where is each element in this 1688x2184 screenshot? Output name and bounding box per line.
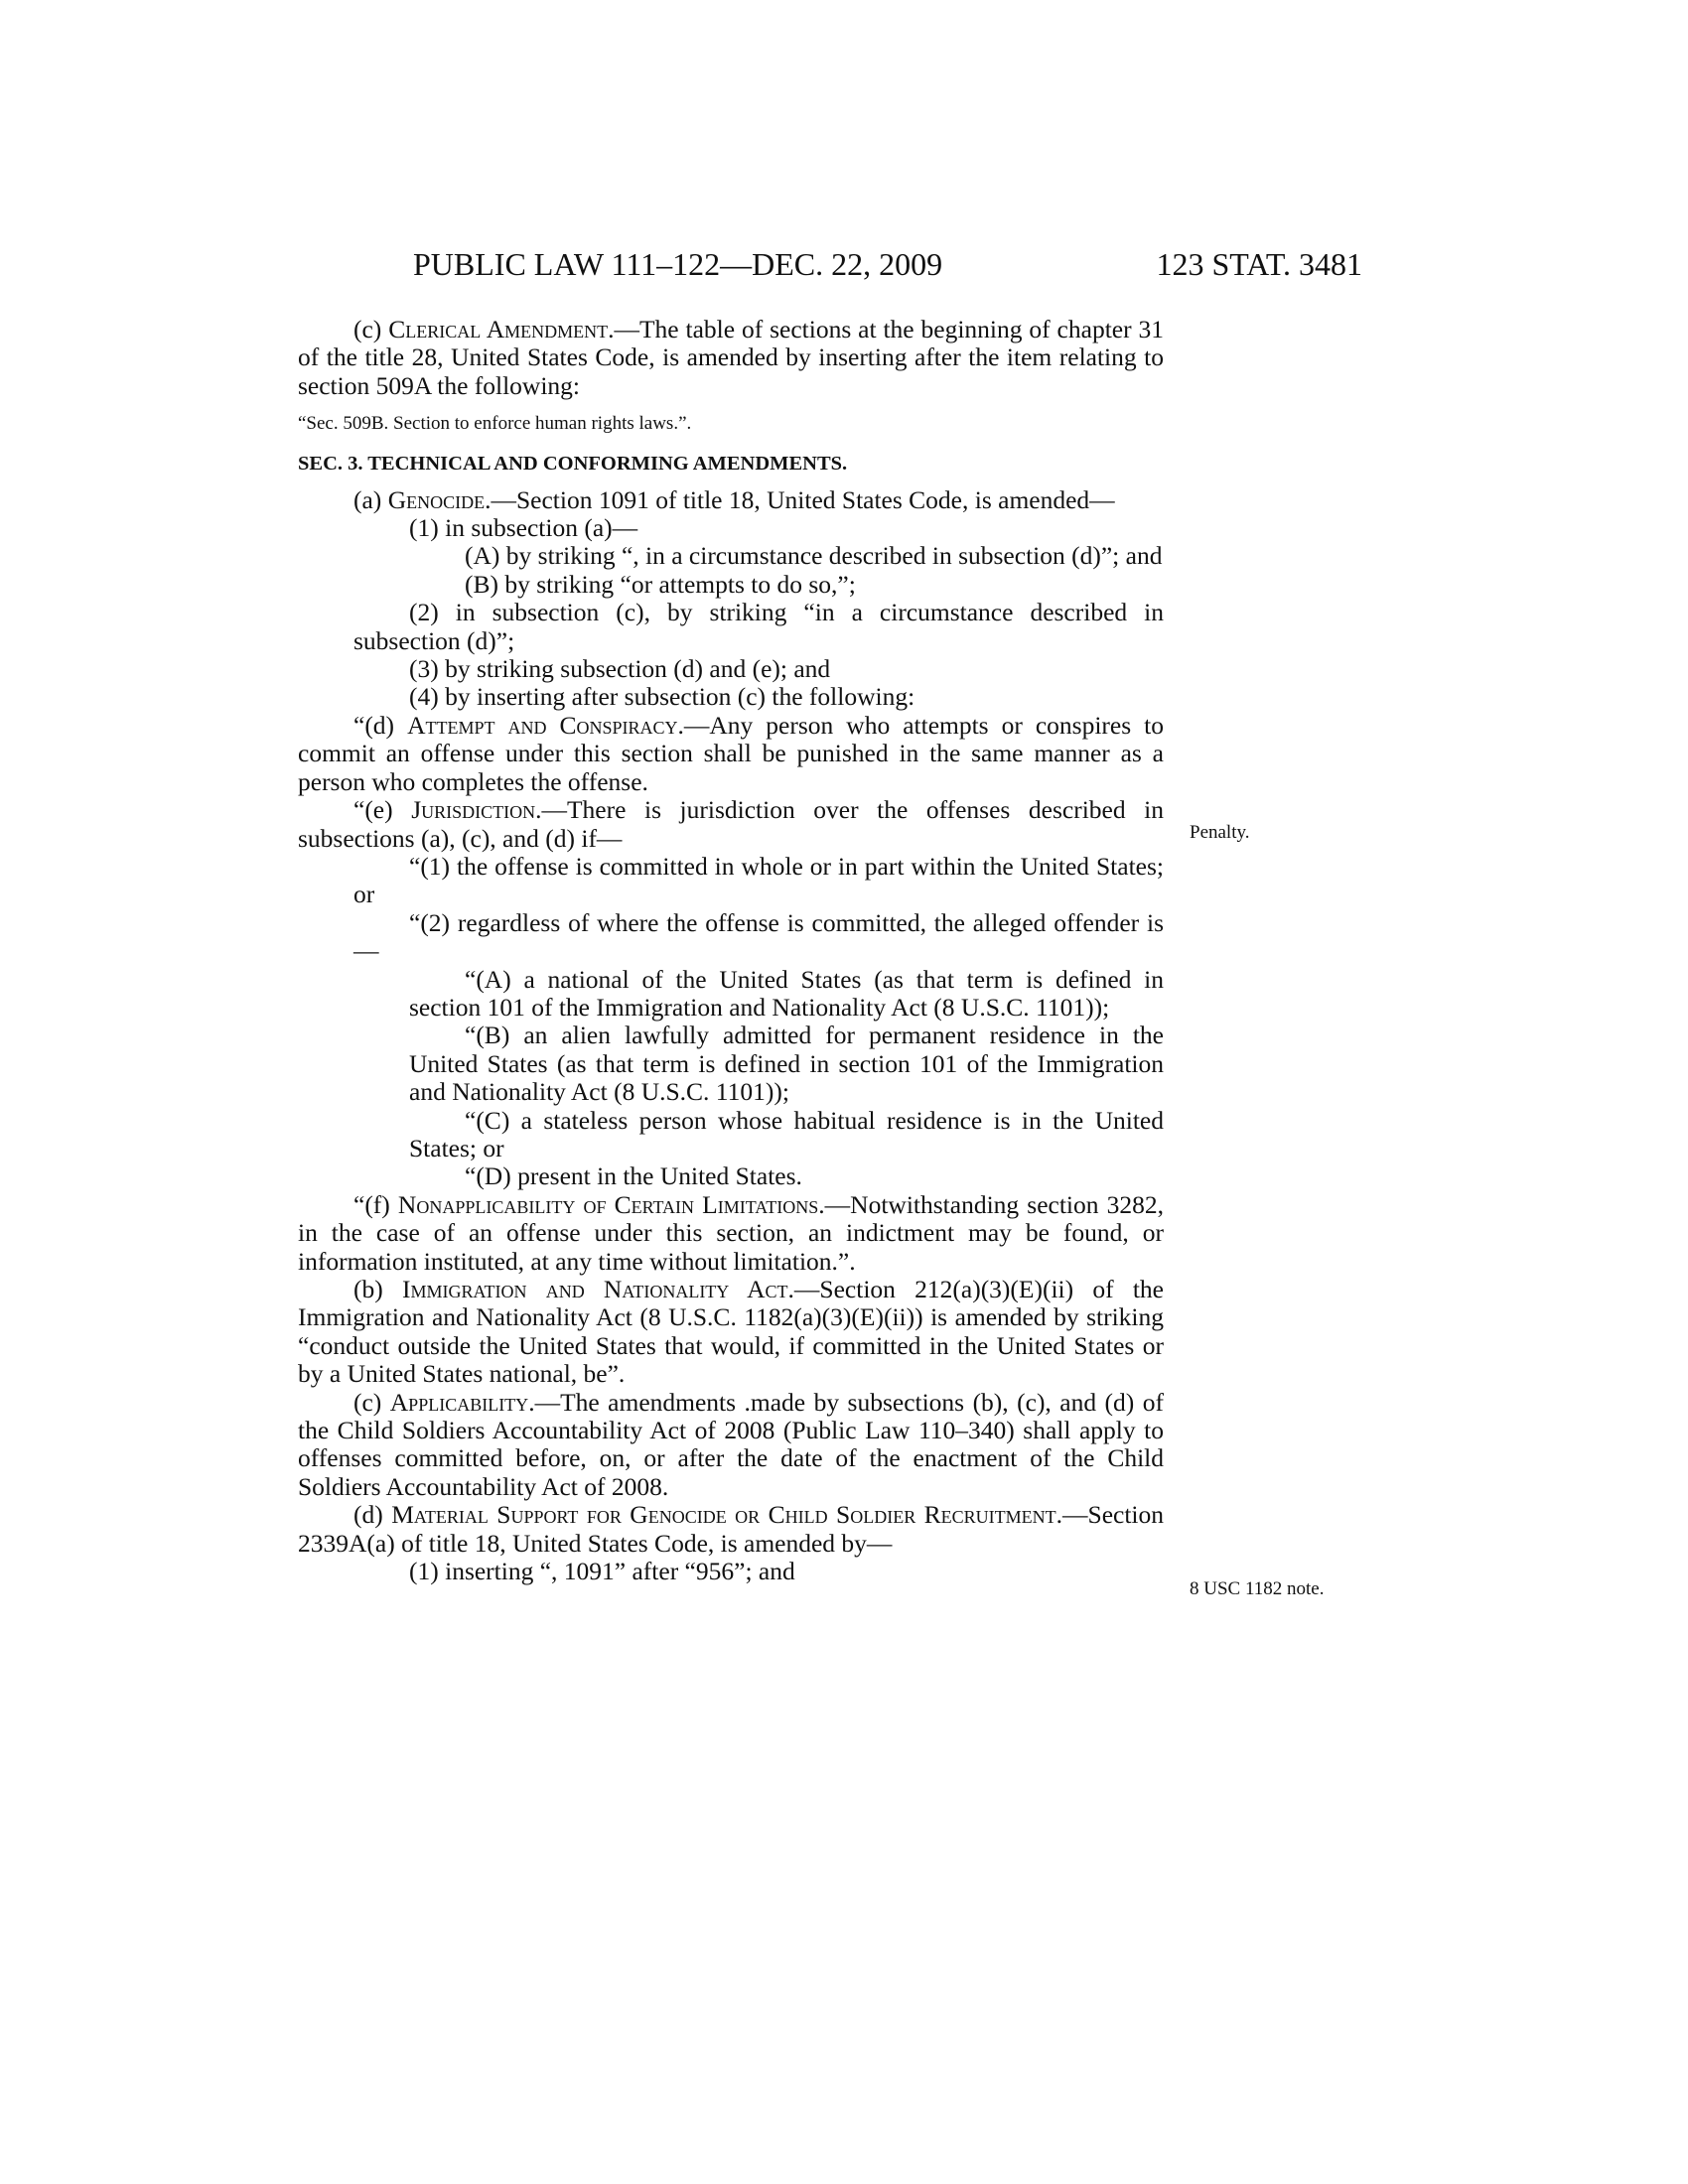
nonapplicability-paragraph: “(f) Nonapplicability of Certain Limitations.—Notwithstanding section 3282, in the case of an offense under this section, an indictment may be found, or information instituted, at any time without limitation.”. (298, 1189, 1165, 1276)
margin-note-penalty: Penalty. (1190, 822, 1250, 843)
jurisdiction-clause-a: “(A) a national of the United States (as that term is defined in section 101 of the Immigration and Nationality Act (8 U.S.C. 1101)); (409, 964, 1164, 1022)
clerical-amendment-paragraph: (c) Clerical Amendment.—The table of sections at the beginning of chapter 31 of the title 28, United States Code, is amended by inserting after the item relating to section 509A the following: (298, 315, 1164, 400)
section-heading: SEC. 3. TECHNICAL AND CONFORMING AMENDMENTS. (298, 453, 848, 476)
genocide-clause-1b: (B) by striking “or attempts to do so,”; (465, 569, 856, 599)
margin-note-usc: 8 USC 1182 note. (1190, 1578, 1325, 1599)
jurisdiction-paragraph: “(e) Jurisdiction.—There is jurisdiction over the offenses described in subsections (a), (c), and (d) if— (298, 795, 1164, 853)
page-header (298, 246, 1362, 286)
jurisdiction-clause-b: “(B) an alien lawfully admitted for permanent residence in the United States (as that term is defined in section 101 of the Immigration and Nationality Act (8 U.S.C. 1101)); (409, 1021, 1164, 1107)
jurisdiction-clause-c: “(C) a stateless person whose habitual residence is in the United States; or (409, 1105, 1164, 1162)
jurisdiction-clause-1: “(1) the offense is committed in whole or in part within the United States; or (353, 851, 1164, 909)
material-support-heading: Material Support for Genocide or Child Soldier Recruitment (391, 1500, 1056, 1530)
nonapplicability-heading: Nonapplicability of Certain Limitations (397, 1189, 819, 1219)
applicability-heading: Applicability (389, 1387, 529, 1417)
law-title: PUBLIC LAW 111–122—DEC. 22, 2009 (413, 246, 943, 282)
material-support-paragraph: (d) Material Support for Genocide or Child Soldier Recruitment.—Section 2339A(a) of title 18, United States Code, is amended by— (298, 1500, 1165, 1558)
genocide-clause-1: (1) in subsection (a)— (409, 513, 638, 543)
statute-citation: 123 STAT. 3481 (1156, 246, 1362, 282)
applicability-paragraph: (c) Applicability.—The amendments .made by subsections (b), (c), and (d) of the Child Soldiers Accountability Act of 2008 (Public Law 110–340) shall apply to offenses committed before, on, or after the date of the enactment of the Child Soldiers Accountability Act of 2008. (298, 1387, 1164, 1501)
genocide-heading: Genocide (387, 484, 486, 514)
genocide-clause-4: (4) by inserting after subsection (c) the following: (409, 682, 915, 712)
attempt-conspiracy-paragraph: “(d) Attempt and Conspiracy.—Any person who attempts or conspires to commit an offense under this section shall be punished in the same manner as a person who completes the offense. (298, 710, 1164, 796)
genocide-paragraph: (a) Genocide.—Section 1091 of title 18, United States Code, is amended— (353, 484, 1115, 514)
genocide-clause-2: (2) in subsection (c), by striking “in a circumstance described in subsection (d)”; (353, 598, 1164, 655)
genocide-clause-3: (3) by striking subsection (d) and (e); and (409, 654, 831, 684)
clerical-table-item: “Sec. 509B. Section to enforce human rights laws.”. (298, 413, 692, 435)
genocide-clause-1a: (A) by striking “, in a circumstance described in subsection (d)”; and (465, 541, 1163, 571)
ina-heading: Immigration and Nationality Act (401, 1275, 788, 1303)
ina-paragraph: (b) Immigration and Nationality Act.—Section 212(a)(3)(E)(ii) of the Immigration and Nationality Act (8 U.S.C. 1182(a)(3)(E)(ii)) is amended by striking “conduct outside the United States that would, if committed in the United States or by a United States national, be”. (298, 1275, 1164, 1389)
jurisdiction-heading: Jurisdiction (411, 795, 536, 825)
attempt-conspiracy-heading: Attempt and Conspiracy (407, 710, 678, 740)
clerical-amendment-heading: Clerical Amendment (388, 315, 609, 343)
jurisdiction-clause-2: “(2) regardless of where the offense is committed, the alleged offender is— (353, 907, 1164, 966)
document-body (298, 316, 1164, 1585)
jurisdiction-clause-d: “(D) present in the United States. (465, 1161, 802, 1191)
material-support-clause-1: (1) inserting “, 1091” after “956”; and (409, 1557, 795, 1586)
